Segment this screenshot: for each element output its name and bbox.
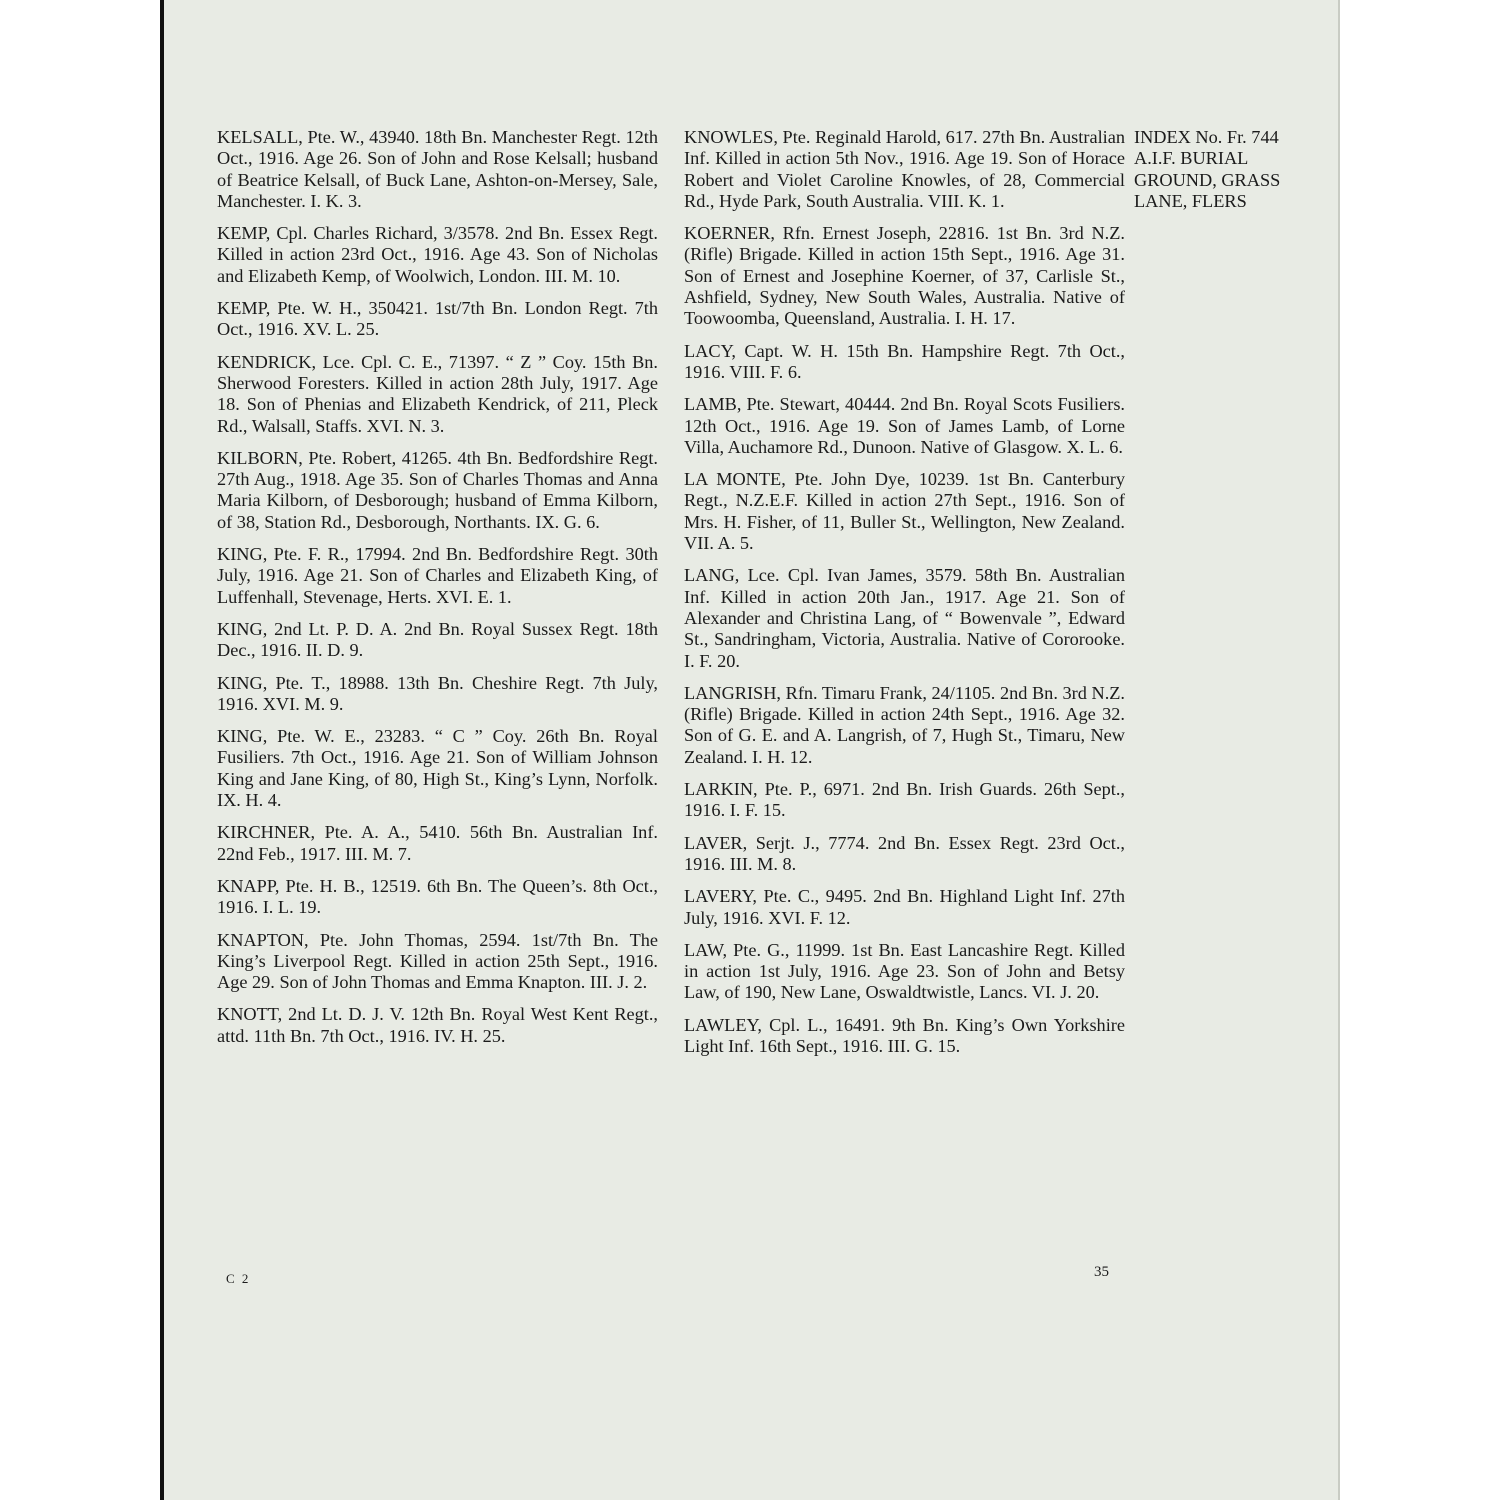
entry-details: Rfn. Timaru Frank, 24/1105. 2nd Bn. 3rd N.Z. (Rifle) Brigade. Killed in action 24th Sept., 1916. Age 32. Son of G. E. and A. Langrish, of 7, Hugh St., Timaru, New Zealand. I. H. 12. xyxy=(684,682,1125,767)
register-entry xyxy=(217,223,658,287)
page-edge xyxy=(1338,0,1340,1500)
register-entry xyxy=(684,886,1125,929)
register-entry xyxy=(684,833,1125,876)
scan-margin xyxy=(0,0,160,1500)
register-entry xyxy=(684,940,1125,1004)
register-entry xyxy=(217,673,658,716)
page-number: 35 xyxy=(1094,1264,1109,1280)
register-entry xyxy=(217,930,658,994)
entry-details: Pte. W. E., 23283. “ C ” Coy. 26th Bn. Royal Fusiliers. 7th Oct., 1916. Age 21. Son of William Johnson King and Jane King, of 80, High St., King’s Lynn, Norfolk. IX. H. 4. xyxy=(217,726,658,811)
register-entry xyxy=(217,822,658,865)
entry-details: Pte. Robert, 41265. 4th Bn. Bedfordshire Regt. 27th Aug., 1918. Age 35. Son of Charles Thomas and Anna Maria Kilborn, of Desborough; husband of Emma Kilborn, of 38, Station Rd., Desborough, Northants. IX. G. 6. xyxy=(217,447,658,532)
entry-surname: KEMP, xyxy=(217,298,271,319)
entry-surname: KENDRICK, xyxy=(217,351,317,372)
register-entry xyxy=(217,448,658,533)
entry-details: Lce. Cpl. Ivan James, 3579. 58th Bn. Australian Inf. Killed in action 20th Jan., 1917. Age 21. Son of Alexander and Christina Lang, of “ Bowenvale ”, Edward St., Sandringham, Victoria, Australia. Native of Cororooke. I. F. 20. xyxy=(684,565,1125,671)
left-column xyxy=(217,127,658,1058)
entry-surname: KING, xyxy=(217,618,268,639)
entry-details: Pte. T., 18988. 13th Bn. Cheshire Regt. 7th July, 1916. XVI. M. 9. xyxy=(217,672,658,714)
cemetery-index-heading xyxy=(1134,127,1334,212)
entry-details: Pte. Reginald Harold, 617. 27th Bn. Australian Inf. Killed in action 5th Nov., 1916. Age 19. Son of Horace Robert and Violet Caroline Knowles, of 28, Commercial Rd., Hyde Park, South Australia. VIII. K. 1. xyxy=(684,127,1125,211)
entry-details: Pte. A. A., 5410. 56th Bn. Australian Inf. 22nd Feb., 1917. III. M. 7. xyxy=(217,822,658,864)
entry-surname: LAVER, xyxy=(684,832,748,853)
entry-details: Pte. W. H., 350421. 1st/7th Bn. London Regt. 7th Oct., 1916. XV. L. 25. xyxy=(217,298,658,340)
register-entry xyxy=(217,127,658,212)
middle-column xyxy=(684,127,1125,1068)
index-line: GROUND, GRASS xyxy=(1134,169,1281,190)
register-entry xyxy=(684,565,1125,671)
register-entry xyxy=(684,223,1125,329)
entry-surname: KING, xyxy=(217,544,268,565)
entry-details: Pte. P., 6971. 2nd Bn. Irish Guards. 26th Sept., 1916. I. F. 15. xyxy=(684,779,1125,821)
register-entry xyxy=(684,127,1125,212)
entry-details: Pte. C., 9495. 2nd Bn. Highland Light Inf. 27th July, 1916. XVI. F. 12. xyxy=(684,886,1125,928)
entry-surname: LAW, xyxy=(684,939,728,960)
register-entry xyxy=(217,726,658,811)
entry-details: Pte. H. B., 12519. 6th Bn. The Queen’s. 8th Oct., 1916. I. L. 19. xyxy=(217,875,658,918)
entry-surname: KNOWLES, xyxy=(684,127,778,147)
entry-details: Pte. John Thomas, 2594. 1st/7th Bn. The King’s Liverpool Regt. Killed in action 25th Sept., 1916. Age 29. Son of John Thomas and Emma Knapton. III. J. 2. xyxy=(217,929,658,993)
entry-surname: LARKIN, xyxy=(684,779,758,800)
register-entry xyxy=(684,1015,1125,1058)
entry-surname: KEMP, xyxy=(217,223,271,244)
signature-mark: C 2 xyxy=(226,1271,251,1286)
entry-surname: KNAPTON, xyxy=(217,929,309,950)
entry-details: Serjt. J., 7774. 2nd Bn. Essex Regt. 23rd Oct., 1916. III. M. 8. xyxy=(684,832,1126,874)
entry-surname: KING, xyxy=(217,726,268,747)
entry-details: Pte. W., 43940. 18th Bn. Manchester Regt. 12th Oct., 1916. Age 26. Son of John and Rose Kelsall; husband of Beatrice Kelsall, of Buck Lane, Ashton-on-Mersey, Sale, Manchester. I. K. 3. xyxy=(217,127,658,211)
entry-details: Rfn. Ernest Joseph, 22816. 1st Bn. 3rd N.Z. (Rifle) Brigade. Killed in action 15th Sept., 1916. Age 31. Son of Ernest and Josephine Koerner, of 37, Carlisle St., Ashfield, Sydney, New South Wales, Australia. Native of Toowoomba, Queensland, Australia. I. H. 17. xyxy=(684,223,1125,329)
register-entry xyxy=(684,341,1125,384)
entry-surname: LAMB, xyxy=(684,394,742,415)
entry-surname: LACY, xyxy=(684,340,736,361)
index-line: INDEX No. Fr. 744 xyxy=(1134,127,1279,147)
register-entry xyxy=(217,619,658,662)
register-entry xyxy=(217,1004,658,1047)
entry-surname: KNOTT, xyxy=(217,1004,283,1025)
entry-details: Pte. G., 11999. 1st Bn. East Lancashire Regt. Killed in action 1st July, 1916. Age 23. Son of John and Betsy Law, of 190, New Lane, Oswaldtwistle, Lancs. VI. J. 20. xyxy=(684,939,1125,1003)
entry-surname: KELSALL, xyxy=(217,127,303,147)
entry-surname: KING, xyxy=(217,672,268,693)
register-entry xyxy=(684,683,1125,768)
entry-surname: LANG, xyxy=(684,565,740,586)
entry-details: 2nd Lt. D. J. V. 12th Bn. Royal West Kent Regt., attd. 11th Bn. 7th Oct., 1916. IV. H. 25. xyxy=(217,1004,659,1046)
entry-surname: LA MONTE, xyxy=(684,469,786,490)
register-entry xyxy=(217,876,658,919)
register-entry xyxy=(684,779,1125,822)
entry-surname: KOERNER, xyxy=(684,223,775,244)
entry-details: 2nd Lt. P. D. A. 2nd Bn. Royal Sussex Regt. 18th Dec., 1916. II. D. 9. xyxy=(217,618,658,661)
entry-details: Cpl. L., 16491. 9th Bn. King’s Own Yorkshire Light Inf. 16th Sept., 1916. III. G. 15. xyxy=(684,1014,1125,1056)
entry-surname: LANGRISH, xyxy=(684,682,781,703)
register-entry xyxy=(217,298,658,341)
index-line: LANE, FLERS xyxy=(1134,190,1247,211)
register-entry xyxy=(684,394,1125,458)
entry-details: Lce. Cpl. C. E., 71397. “ Z ” Coy. 15th Bn. Sherwood Foresters. Killed in action 28th July, 1917. Age 18. Son of Phenias and Elizabeth Kendrick, of 211, Pleck Rd., Walsall, Staffs. XVI. N. 3. xyxy=(217,351,658,436)
entry-details: Pte. John Dye, 10239. 1st Bn. Canterbury Regt., N.Z.E.F. Killed in action 27th Sept., 1916. Son of Mrs. H. Fisher, of 11, Buller St., Wellington, New Zealand. VII. A. 5. xyxy=(684,469,1125,554)
entry-details: Cpl. Charles Richard, 3/3578. 2nd Bn. Essex Regt. Killed in action 23rd Oct., 1916. Age 43. Son of Nicholas and Elizabeth Kemp, of Woolwich, London. III. M. 10. xyxy=(217,223,658,286)
entry-details: Capt. W. H. 15th Bn. Hampshire Regt. 7th Oct., 1916. VIII. F. 6. xyxy=(684,340,1125,382)
entry-surname: KIRCHNER, xyxy=(217,822,316,843)
entry-surname: KILBORN, xyxy=(217,447,303,468)
index-line: A.I.F. BURIAL xyxy=(1134,148,1249,169)
register-entry xyxy=(217,544,658,608)
register-entry xyxy=(684,469,1125,554)
entry-surname: LAVERY, xyxy=(684,886,757,907)
entry-details: Pte. Stewart, 40444. 2nd Bn. Royal Scots Fusiliers. 12th Oct., 1916. Age 19. Son of James Lamb, of Lorne Villa, Auchamore Rd., Dunoon. Native of Glasgow. X. L. 6. xyxy=(684,394,1125,457)
entry-details: Pte. F. R., 17994. 2nd Bn. Bedfordshire Regt. 30th July, 1916. Age 21. Son of Charles and Elizabeth King, of Luffenhall, Stevenage, Herts. XVI. E. 1. xyxy=(217,544,658,607)
entry-surname: KNAPP, xyxy=(217,875,280,896)
entry-surname: LAWLEY, xyxy=(684,1014,762,1035)
register-entry xyxy=(217,352,658,437)
